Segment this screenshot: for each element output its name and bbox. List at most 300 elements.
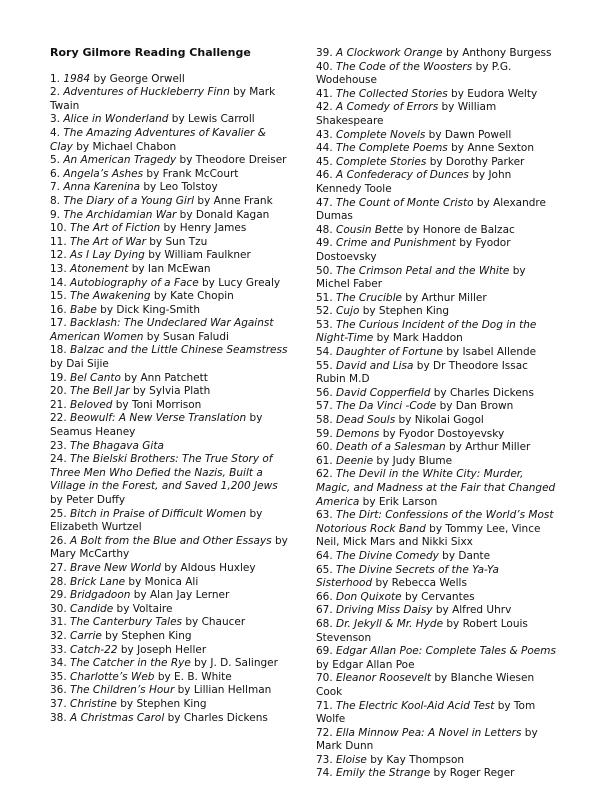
- book-title: Eloise: [336, 753, 367, 766]
- book-title: Bel Canto: [70, 371, 121, 384]
- book-author: by Alfred Uhrv: [432, 604, 512, 617]
- book-entry: [316, 360, 556, 387]
- book-title: Backlash: The Undeclared War Against American Women: [50, 317, 274, 343]
- book-title: 1984: [63, 72, 91, 85]
- book-number: 37.: [50, 697, 67, 710]
- book-entry: [50, 222, 290, 236]
- book-title: Autobiography of a Face: [70, 276, 199, 289]
- book-number: 74.: [316, 767, 333, 780]
- book-title: A Confederacy of Dunces: [336, 169, 469, 182]
- book-entry: [50, 671, 290, 685]
- book-title: Brick Lane: [70, 575, 126, 588]
- book-number: 2.: [50, 86, 61, 99]
- book-entry: [50, 154, 290, 168]
- book-entry: [50, 344, 290, 371]
- book-title: Complete Novels: [336, 128, 426, 141]
- book-number: 13.: [50, 262, 67, 275]
- book-author: by Charles Dickens: [164, 711, 268, 724]
- book-author: by George Orwell: [90, 72, 185, 85]
- book-title: The Bell Jar: [70, 385, 130, 398]
- book-author: by Fyodor Dostoevsky: [316, 237, 511, 263]
- book-entry: [50, 127, 290, 154]
- book-author: by Donald Kagan: [176, 208, 270, 221]
- book-entry: [316, 101, 556, 128]
- book-title: The Amazing Adventures of Kavalier & Clay: [50, 126, 266, 153]
- book-author: by William Shakespeare: [316, 101, 497, 127]
- book-entry: [50, 168, 290, 182]
- book-entry: [316, 346, 556, 360]
- book-author: by Fyodor Dostoyevsky: [379, 427, 505, 440]
- book-author: by Tom Wolfe: [316, 699, 536, 726]
- book-author: by Eudora Welty: [447, 87, 538, 100]
- book-title: The Catcher in the Rye: [70, 657, 191, 670]
- book-entry: [50, 603, 290, 617]
- book-author: by Joseph Heller: [117, 643, 207, 656]
- book-title: Balzac and the Little Chinese Seamstress: [70, 344, 288, 357]
- book-title: The Code of the Woosters: [336, 60, 473, 73]
- book-title: Cousin Bette: [336, 223, 404, 236]
- book-title: Bitch in Praise of Difficult Women: [70, 507, 247, 520]
- book-title: David Copperfield: [336, 386, 431, 399]
- book-title: Dr. Jekyll & Mr. Hyde: [336, 617, 444, 630]
- book-entry: [316, 767, 556, 781]
- book-title: The Bielski Brothers: The True Story of Three Men Who Defied the Nazis, Built a Village in the Forest, and Saved 1,200 Jews: [50, 453, 278, 493]
- book-title: The Devil in the White City: Murder, Magic, and Madness at the Fair that Changed America: [316, 468, 556, 508]
- book-entry: [50, 535, 290, 562]
- book-title: Eleanor Roosevelt: [336, 672, 432, 685]
- book-number: 66.: [316, 590, 333, 603]
- book-entry: [50, 576, 290, 590]
- book-entry: [316, 618, 556, 645]
- book-entry: [50, 372, 290, 386]
- book-entry: [316, 645, 556, 672]
- book-author: by Theodore Dreiser: [176, 154, 287, 167]
- book-number: 45.: [316, 155, 333, 168]
- book-entry: [316, 400, 556, 414]
- book-author: by Dr Theodore Issac Rubin M.D: [316, 359, 528, 386]
- book-title: Candide: [70, 602, 114, 615]
- book-title: The Collected Stories: [336, 87, 448, 100]
- book-author: by Dick King-Smith: [96, 303, 201, 316]
- book-entry: [316, 305, 556, 319]
- book-author: by Stephen King: [116, 697, 207, 710]
- book-title: The Crimson Petal and the White: [336, 264, 510, 277]
- book-author: by Honore de Balzac: [403, 223, 515, 236]
- book-author: by Erik Larson: [359, 495, 438, 508]
- book-title: Beloved: [70, 398, 113, 411]
- book-entry: [50, 385, 290, 399]
- book-title: Bridgadoon: [70, 589, 131, 602]
- book-title: A Comedy of Errors: [336, 101, 439, 114]
- book-number: 55.: [316, 359, 333, 372]
- book-author: by Dawn Powell: [425, 128, 512, 141]
- book-title: The Dirt: Confessions of the World’s Most Notorious Rock Band: [316, 509, 554, 535]
- book-entry: [316, 700, 556, 727]
- book-number: 67.: [316, 604, 333, 617]
- book-entry: [50, 657, 290, 671]
- book-number: 4.: [50, 126, 61, 139]
- book-entry: [316, 61, 556, 88]
- book-number: 32.: [50, 629, 67, 642]
- book-number: 29.: [50, 589, 67, 602]
- book-entry: [50, 317, 290, 344]
- book-author: by Cervantes: [401, 590, 475, 603]
- book-author: by Elizabeth Wurtzel: [50, 507, 263, 534]
- book-number: 27.: [50, 561, 67, 574]
- book-entry: [316, 564, 556, 591]
- book-entry: [50, 562, 290, 576]
- left-column: [50, 46, 290, 725]
- book-title: Driving Miss Daisy: [336, 604, 433, 617]
- book-number: 9.: [50, 208, 61, 221]
- book-entry: [50, 412, 290, 439]
- book-author: by E. B. White: [154, 670, 232, 683]
- right-column: [316, 47, 556, 781]
- book-author: by Arthur Miller: [401, 291, 487, 304]
- book-entry: [50, 630, 290, 644]
- book-entry: [316, 387, 556, 401]
- book-entry: [50, 290, 290, 304]
- book-entry: [50, 73, 290, 87]
- book-author: by Lewis Carroll: [168, 113, 255, 126]
- book-number: 34.: [50, 657, 67, 670]
- book-title: Alice in Wonderland: [63, 113, 169, 126]
- book-title: The Diary of a Young Girl: [63, 194, 195, 207]
- book-author: by Edgar Allan Poe: [316, 658, 415, 671]
- book-title: Complete Stories: [336, 155, 427, 168]
- book-title: Cujo: [336, 305, 360, 318]
- book-number: 42.: [316, 101, 333, 114]
- book-entry: [316, 428, 556, 442]
- book-title: A Clockwork Orange: [336, 47, 443, 59]
- book-entry: [316, 129, 556, 143]
- book-entry: [316, 468, 556, 509]
- book-number: 63.: [316, 509, 333, 522]
- book-number: 51.: [316, 291, 333, 304]
- book-author: by Charles Dickens: [430, 386, 534, 399]
- book-number: 47.: [316, 196, 333, 209]
- book-number: 56.: [316, 386, 333, 399]
- book-number: 40.: [316, 60, 333, 73]
- book-number: 68.: [316, 617, 333, 630]
- book-entry: [316, 441, 556, 455]
- book-author: by J. D. Salinger: [190, 657, 278, 670]
- book-number: 69.: [316, 645, 333, 658]
- book-title: Brave New World: [70, 561, 161, 574]
- book-entry: [316, 509, 556, 550]
- book-title: Demons: [336, 427, 380, 440]
- book-number: 33.: [50, 643, 67, 656]
- book-number: 19.: [50, 371, 67, 384]
- book-title: The Canterbury Tales: [70, 616, 183, 629]
- book-number: 53.: [316, 318, 333, 331]
- book-title: Ella Minnow Pea: A Novel in Letters: [336, 726, 522, 739]
- book-title: Dead Souls: [336, 414, 396, 427]
- book-entry: [50, 453, 290, 507]
- book-entry: [50, 399, 290, 413]
- book-title: The Da Vinci -Code: [336, 400, 437, 413]
- book-number: 1.: [50, 72, 61, 85]
- book-number: 10.: [50, 222, 67, 235]
- book-title: Beowulf: A New Verse Translation: [70, 412, 247, 425]
- book-author: by Anne Sexton: [447, 142, 534, 155]
- book-author: by Chaucer: [182, 616, 246, 629]
- book-author: by Toni Morrison: [112, 398, 202, 411]
- document-title: Rory Gilmore Reading Challenge: [50, 46, 251, 59]
- book-title: Deenie: [336, 454, 374, 467]
- book-author: by Sylvia Plath: [129, 385, 211, 398]
- book-title: Edgar Allan Poe: Complete Tales & Poems: [336, 645, 556, 658]
- book-title: The Crucible: [336, 291, 402, 304]
- book-author: by P.G. Wodehouse: [316, 60, 512, 87]
- book-entry: [50, 698, 290, 712]
- book-entry: [50, 304, 290, 318]
- book-number: 21.: [50, 398, 67, 411]
- book-number: 61.: [316, 454, 333, 467]
- book-entry: [316, 591, 556, 605]
- book-number: 17.: [50, 317, 67, 330]
- book-author: by Roger Reger: [430, 767, 515, 780]
- book-title: An American Tragedy: [63, 154, 177, 167]
- book-title: The Bhagava Gita: [70, 439, 164, 452]
- book-entry: [316, 156, 556, 170]
- book-author: by Ian McEwan: [128, 262, 211, 275]
- book-author: by Leo Tolstoy: [140, 181, 218, 194]
- book-number: 26.: [50, 534, 67, 547]
- book-entry: [316, 88, 556, 102]
- book-number: 18.: [50, 344, 67, 357]
- book-author: by Isabel Allende: [442, 346, 537, 359]
- book-author: by Mark Dunn: [316, 726, 538, 753]
- book-author: by Arthur Miller: [445, 441, 531, 454]
- book-entry: [316, 292, 556, 306]
- book-author: by Nikolai Gogol: [395, 414, 484, 427]
- book-title: David and Lisa: [336, 359, 414, 372]
- book-number: 73.: [316, 753, 333, 766]
- book-author: by Susan Faludi: [143, 330, 229, 343]
- book-title: Crime and Punishment: [336, 237, 456, 250]
- book-entry: [316, 604, 556, 618]
- book-number: 72.: [316, 726, 333, 739]
- book-number: 41.: [316, 87, 333, 100]
- book-entry: [50, 236, 290, 250]
- book-entry: [316, 754, 556, 768]
- book-author: by Dorothy Parker: [426, 155, 525, 168]
- book-author: by Judy Blume: [373, 454, 453, 467]
- book-number: 60.: [316, 441, 333, 454]
- book-title: Catch-22: [70, 643, 118, 656]
- book-title: The Art of Fiction: [70, 222, 161, 235]
- book-title: Babe: [70, 303, 97, 316]
- book-author: by Michael Chabon: [72, 140, 177, 153]
- book-number: 43.: [316, 128, 333, 141]
- book-number: 59.: [316, 427, 333, 440]
- book-entry: [316, 265, 556, 292]
- book-title: Don Quixote: [336, 590, 402, 603]
- right-book-list: [316, 47, 556, 781]
- book-title: Emily the Strange: [336, 767, 431, 780]
- book-number: 22.: [50, 412, 67, 425]
- book-entry: [316, 550, 556, 564]
- book-number: 14.: [50, 276, 67, 289]
- left-book-list: [50, 73, 290, 726]
- book-entry: [50, 195, 290, 209]
- book-number: 25.: [50, 507, 67, 520]
- book-title: The Awakening: [70, 290, 151, 303]
- book-author: by Stephen King: [101, 629, 192, 642]
- book-title: Christine: [70, 697, 117, 710]
- book-entry: [316, 455, 556, 469]
- book-entry: [316, 224, 556, 238]
- book-number: 65.: [316, 563, 333, 576]
- book-entry: [50, 684, 290, 698]
- book-number: 35.: [50, 670, 67, 683]
- book-entry: [50, 644, 290, 658]
- book-number: 48.: [316, 223, 333, 236]
- book-author: by Frank McCourt: [143, 167, 239, 180]
- book-entry: [316, 319, 556, 346]
- book-title: Atonement: [70, 262, 129, 275]
- book-author: by Peter Duffy: [50, 494, 126, 506]
- book-number: 70.: [316, 672, 333, 685]
- book-entry: [50, 508, 290, 535]
- book-title: A Bolt from the Blue and Other Essays: [70, 534, 272, 547]
- book-author: by Ann Patchett: [120, 371, 208, 384]
- book-title: Anna Karenina: [63, 181, 141, 194]
- book-entry: [50, 181, 290, 195]
- book-author: by Voltaire: [113, 602, 173, 615]
- book-author: by Michel Faber: [316, 264, 526, 291]
- book-number: 23.: [50, 439, 67, 452]
- book-number: 24.: [50, 453, 67, 466]
- book-author: by Dai Sijie: [50, 358, 109, 371]
- book-number: 44.: [316, 142, 333, 155]
- book-entry: [316, 672, 556, 699]
- book-title: Adventures of Huckleberry Finn: [63, 86, 230, 99]
- book-number: 8.: [50, 194, 61, 207]
- book-author: by Lillian Hellman: [174, 684, 272, 697]
- book-entry: [316, 727, 556, 754]
- book-number: 64.: [316, 549, 333, 562]
- book-entry: [50, 712, 290, 726]
- book-number: 5.: [50, 154, 61, 167]
- book-number: 6.: [50, 167, 61, 180]
- book-author: by Seamus Heaney: [50, 412, 263, 439]
- book-title: Angela’s Ashes: [63, 167, 144, 180]
- book-entry: [316, 237, 556, 264]
- book-entry: [316, 142, 556, 156]
- book-number: 30.: [50, 602, 67, 615]
- book-entry: [316, 197, 556, 224]
- book-entry: [316, 47, 556, 61]
- book-entry: [316, 414, 556, 428]
- book-number: 62.: [316, 468, 333, 481]
- book-author: by Rebecca Wells: [372, 577, 467, 590]
- book-number: 15.: [50, 290, 67, 303]
- book-author: by Stephen King: [359, 305, 450, 318]
- book-entry: [50, 209, 290, 223]
- book-author: by Dan Brown: [436, 400, 514, 413]
- book-number: 7.: [50, 181, 61, 194]
- book-author: by Robert Louis Stevenson: [316, 617, 528, 644]
- book-number: 12.: [50, 249, 67, 262]
- book-number: 11.: [50, 235, 67, 248]
- book-number: 16.: [50, 303, 67, 316]
- book-author: by Lucy Grealy: [198, 276, 281, 289]
- book-title: Daughter of Fortune: [336, 346, 443, 359]
- book-entry: [50, 249, 290, 263]
- book-number: 3.: [50, 113, 61, 126]
- book-title: The Archidamian War: [63, 208, 177, 221]
- book-author: by Monica Ali: [125, 575, 199, 588]
- book-number: 49.: [316, 237, 333, 250]
- book-number: 54.: [316, 346, 333, 359]
- book-number: 20.: [50, 385, 67, 398]
- book-title: Death of a Salesman: [336, 441, 446, 454]
- book-author: by Anthony Burgess: [442, 47, 552, 59]
- book-author: by Dante: [438, 549, 491, 562]
- book-title: The Art of War: [70, 235, 146, 248]
- book-author: by Henry James: [160, 222, 247, 235]
- book-author: by Alan Jay Lerner: [130, 589, 230, 602]
- book-title: As I Lay Dying: [70, 249, 145, 262]
- book-author: by Anne Frank: [194, 194, 273, 207]
- book-number: 39.: [316, 47, 333, 59]
- book-author: by Mark Twain: [50, 86, 276, 112]
- book-title: Charlotte’s Web: [70, 670, 155, 683]
- book-entry: [50, 277, 290, 291]
- book-entry: [50, 589, 290, 603]
- book-author: by Aldous Huxley: [160, 561, 256, 574]
- book-author: by Kay Thompson: [366, 753, 465, 766]
- book-author: by William Faulkner: [144, 249, 251, 262]
- book-number: 36.: [50, 684, 67, 697]
- book-author: by Tommy Lee, Vince Neil, Mick Mars and Nikki Sixx: [316, 522, 541, 549]
- book-author: by Mary McCarthy: [50, 534, 288, 561]
- book-number: 58.: [316, 414, 333, 427]
- book-title: The Curious Incident of the Dog in the Night-Time: [316, 318, 537, 345]
- book-number: 28.: [50, 575, 67, 588]
- book-number: 31.: [50, 616, 67, 629]
- book-title: The Count of Monte Cristo: [336, 196, 474, 209]
- book-title: The Children’s Hour: [70, 684, 175, 697]
- book-title: The Complete Poems: [336, 142, 448, 155]
- book-author: by Alexandre Dumas: [316, 196, 546, 223]
- book-number: 50.: [316, 264, 333, 277]
- book-number: 71.: [316, 699, 333, 712]
- book-author: by Kate Chopin: [150, 290, 234, 303]
- book-title: The Divine Secrets of the Ya-Ya Sisterhood: [316, 563, 499, 590]
- book-number: 52.: [316, 305, 333, 318]
- book-entry: [50, 86, 290, 113]
- book-author: by John Kennedy Toole: [316, 169, 512, 195]
- book-title: A Christmas Carol: [70, 711, 165, 724]
- book-entry: [50, 113, 290, 127]
- book-entry: [316, 169, 556, 196]
- book-number: 57.: [316, 400, 333, 413]
- book-entry: [50, 616, 290, 630]
- book-author: by Blanche Wiesen Cook: [316, 672, 535, 698]
- book-author: by Sun Tzu: [145, 235, 208, 248]
- book-title: The Electric Kool-Aid Acid Test: [336, 699, 495, 712]
- book-number: 46.: [316, 169, 333, 182]
- book-entry: [50, 440, 290, 454]
- book-number: 38.: [50, 711, 67, 724]
- book-title: Carrie: [70, 629, 102, 642]
- book-entry: [50, 263, 290, 277]
- book-author: by Mark Haddon: [373, 332, 463, 345]
- book-title: The Divine Comedy: [336, 549, 439, 562]
